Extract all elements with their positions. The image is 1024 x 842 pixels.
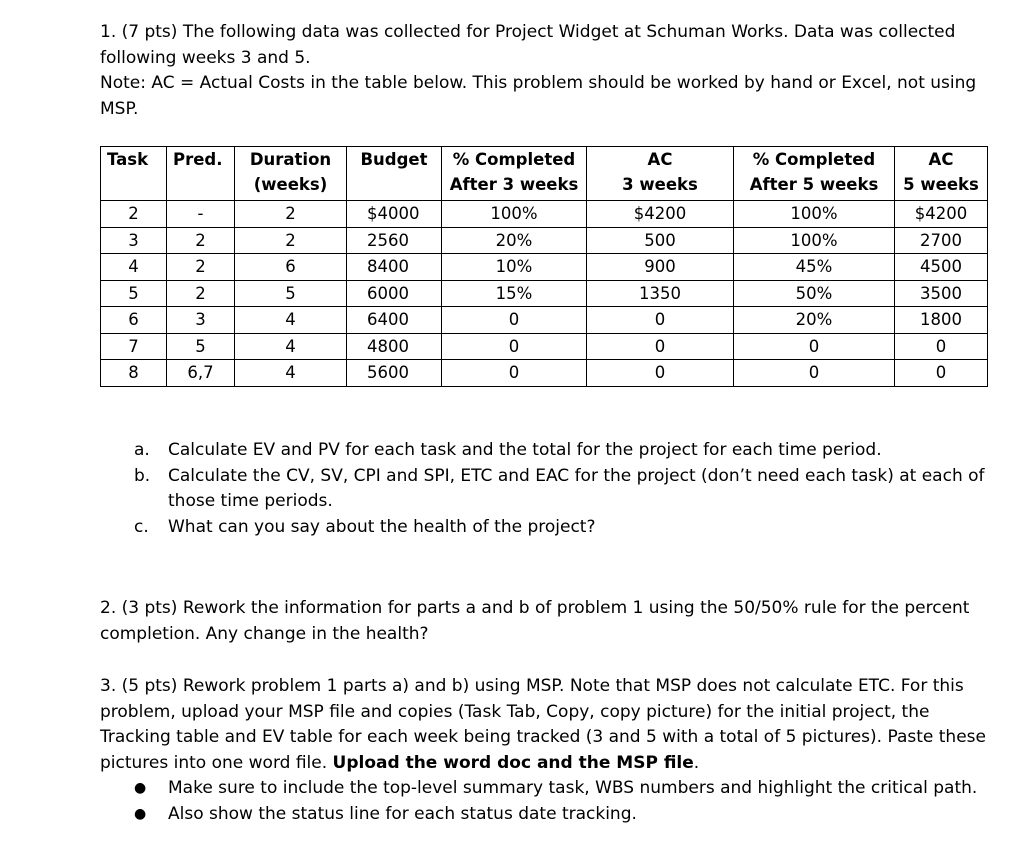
table-header-row: [101, 147, 988, 201]
list-item-text: What can you say about the health of the project?: [168, 516, 596, 537]
list-marker: a.: [134, 440, 150, 460]
table-row: [101, 280, 988, 307]
cell-task: 2: [101, 201, 167, 228]
list-item: [134, 438, 994, 464]
cell-pct-5wk: 100%: [734, 201, 895, 228]
cell-task: 6: [101, 307, 167, 334]
cell-duration: 4: [235, 360, 347, 387]
list-marker: b.: [134, 465, 151, 486]
list-item: [134, 776, 994, 802]
cell-budget: 2560: [347, 227, 442, 254]
cell-pct-5wk: 100%: [734, 227, 895, 254]
list-item-text: Make sure to include the top-level summary task, WBS numbers and highlight the critical path.: [168, 778, 978, 798]
cell-ac-3wk: 0: [587, 307, 734, 334]
problem-1-parts: [134, 438, 994, 540]
list-item-text: Calculate the CV, SV, CPI and SPI, ETC and EAC for the project (don’t need each task) at each of those time periods.: [168, 465, 985, 511]
header-duration: Duration (weeks): [235, 147, 347, 201]
problem-1-intro: [100, 20, 990, 122]
table-row: [101, 307, 988, 334]
cell-duration: 2: [235, 201, 347, 228]
cell-pred: 2: [167, 227, 235, 254]
problem-2: 2. (3 pts) Rework the information for parts a and b of problem 1 using the 50/50% rule for the percent completion. Any change in the health?: [100, 598, 970, 644]
list-item-text: Calculate EV and PV for each task and the total for the project for each time period.: [168, 440, 882, 460]
cell-pred: 6,7: [167, 360, 235, 387]
cell-pred: 3: [167, 307, 235, 334]
cell-budget: 6000: [347, 280, 442, 307]
problem-3-end: .: [693, 752, 700, 773]
cell-ac-5wk: 2700: [895, 227, 988, 254]
cell-task: 7: [101, 333, 167, 360]
cell-duration: 6: [235, 254, 347, 281]
cell-pct-5wk: 20%: [734, 307, 895, 334]
cell-pct-5wk: 0: [734, 333, 895, 360]
cell-pct-3wk: 0: [442, 333, 587, 360]
cell-task: 8: [101, 360, 167, 387]
header-pred: Pred.: [167, 147, 235, 201]
cell-budget: 5600: [347, 360, 442, 387]
list-item-text: Also show the status line for each status date tracking.: [168, 803, 637, 824]
cell-pct-3wk: 0: [442, 360, 587, 387]
cell-pct-3wk: 100%: [442, 201, 587, 228]
list-item: [134, 464, 994, 515]
cell-ac-3wk: $4200: [587, 201, 734, 228]
problem-3-text: 3. (5 pts) Rework problem 1 parts a) and b) using MSP. Note that MSP does not calculate ETC. For this problem, upload your MSP file and copies (Task Tab, Copy, copy picture) for the initial project, the Tracking table and EV table for each week being tracked (3 and 5 with a total of 5 pictures). Paste these pictures into one word file.: [100, 676, 986, 773]
cell-pct-5wk: 45%: [734, 254, 895, 281]
problem-3: [100, 674, 995, 776]
cell-duration: 5: [235, 280, 347, 307]
bullet-icon: ●: [134, 805, 147, 822]
cell-ac-5wk: 0: [895, 360, 988, 387]
list-marker: c.: [134, 516, 149, 537]
header-budget: Budget: [347, 147, 442, 201]
list-item: [134, 802, 994, 828]
cell-pct-3wk: 15%: [442, 280, 587, 307]
cell-budget: 6400: [347, 307, 442, 334]
cell-pct-3wk: 0: [442, 307, 587, 334]
cell-pred: 2: [167, 254, 235, 281]
cell-pred: 2: [167, 280, 235, 307]
cell-ac-5wk: $4200: [895, 201, 988, 228]
problem-3-bullets: [134, 776, 994, 827]
header-pct-5wk: % Completed After 5 weeks: [734, 147, 895, 201]
cell-duration: 4: [235, 307, 347, 334]
list-item: [134, 515, 994, 541]
cell-pred: 5: [167, 333, 235, 360]
table-row: [101, 360, 988, 387]
cell-task: 5: [101, 280, 167, 307]
cell-pct-5wk: 50%: [734, 280, 895, 307]
table-row: [101, 333, 988, 360]
cell-task: 3: [101, 227, 167, 254]
table-row: [101, 254, 988, 281]
project-data-table: [100, 146, 988, 387]
cell-duration: 4: [235, 333, 347, 360]
problem-1-note: Note: AC = Actual Costs in the table below. This problem should be worked by hand or Excel, not using MSP.: [100, 73, 977, 119]
cell-ac-5wk: 1800: [895, 307, 988, 334]
bullet-icon: ●: [134, 780, 147, 796]
cell-ac-3wk: 900: [587, 254, 734, 281]
header-pct-3wk: % Completed After 3 weeks: [442, 147, 587, 201]
cell-budget: 8400: [347, 254, 442, 281]
cell-ac-3wk: 1350: [587, 280, 734, 307]
header-ac-5wk: AC 5 weeks: [895, 147, 988, 201]
cell-duration: 2: [235, 227, 347, 254]
cell-ac-3wk: 0: [587, 333, 734, 360]
problem-3-bold-instruction: Upload the word doc and the MSP file: [332, 752, 694, 773]
cell-ac-5wk: 4500: [895, 254, 988, 281]
cell-task: 4: [101, 254, 167, 281]
cell-ac-3wk: 0: [587, 360, 734, 387]
cell-pct-5wk: 0: [734, 360, 895, 387]
table-row: [101, 227, 988, 254]
problem-1-statement: 1. (7 pts) The following data was collected for Project Widget at Schuman Works. Data was collected following weeks 3 and 5.: [100, 22, 956, 68]
cell-budget: 4800: [347, 333, 442, 360]
header-task: Task: [101, 147, 167, 201]
cell-pred: -: [167, 201, 235, 228]
header-ac-3wk: AC 3 weeks: [587, 147, 734, 201]
cell-ac-5wk: 0: [895, 333, 988, 360]
cell-ac-3wk: 500: [587, 227, 734, 254]
cell-budget: $4000: [347, 201, 442, 228]
table-row: [101, 201, 988, 228]
cell-ac-5wk: 3500: [895, 280, 988, 307]
cell-pct-3wk: 10%: [442, 254, 587, 281]
cell-pct-3wk: 20%: [442, 227, 587, 254]
